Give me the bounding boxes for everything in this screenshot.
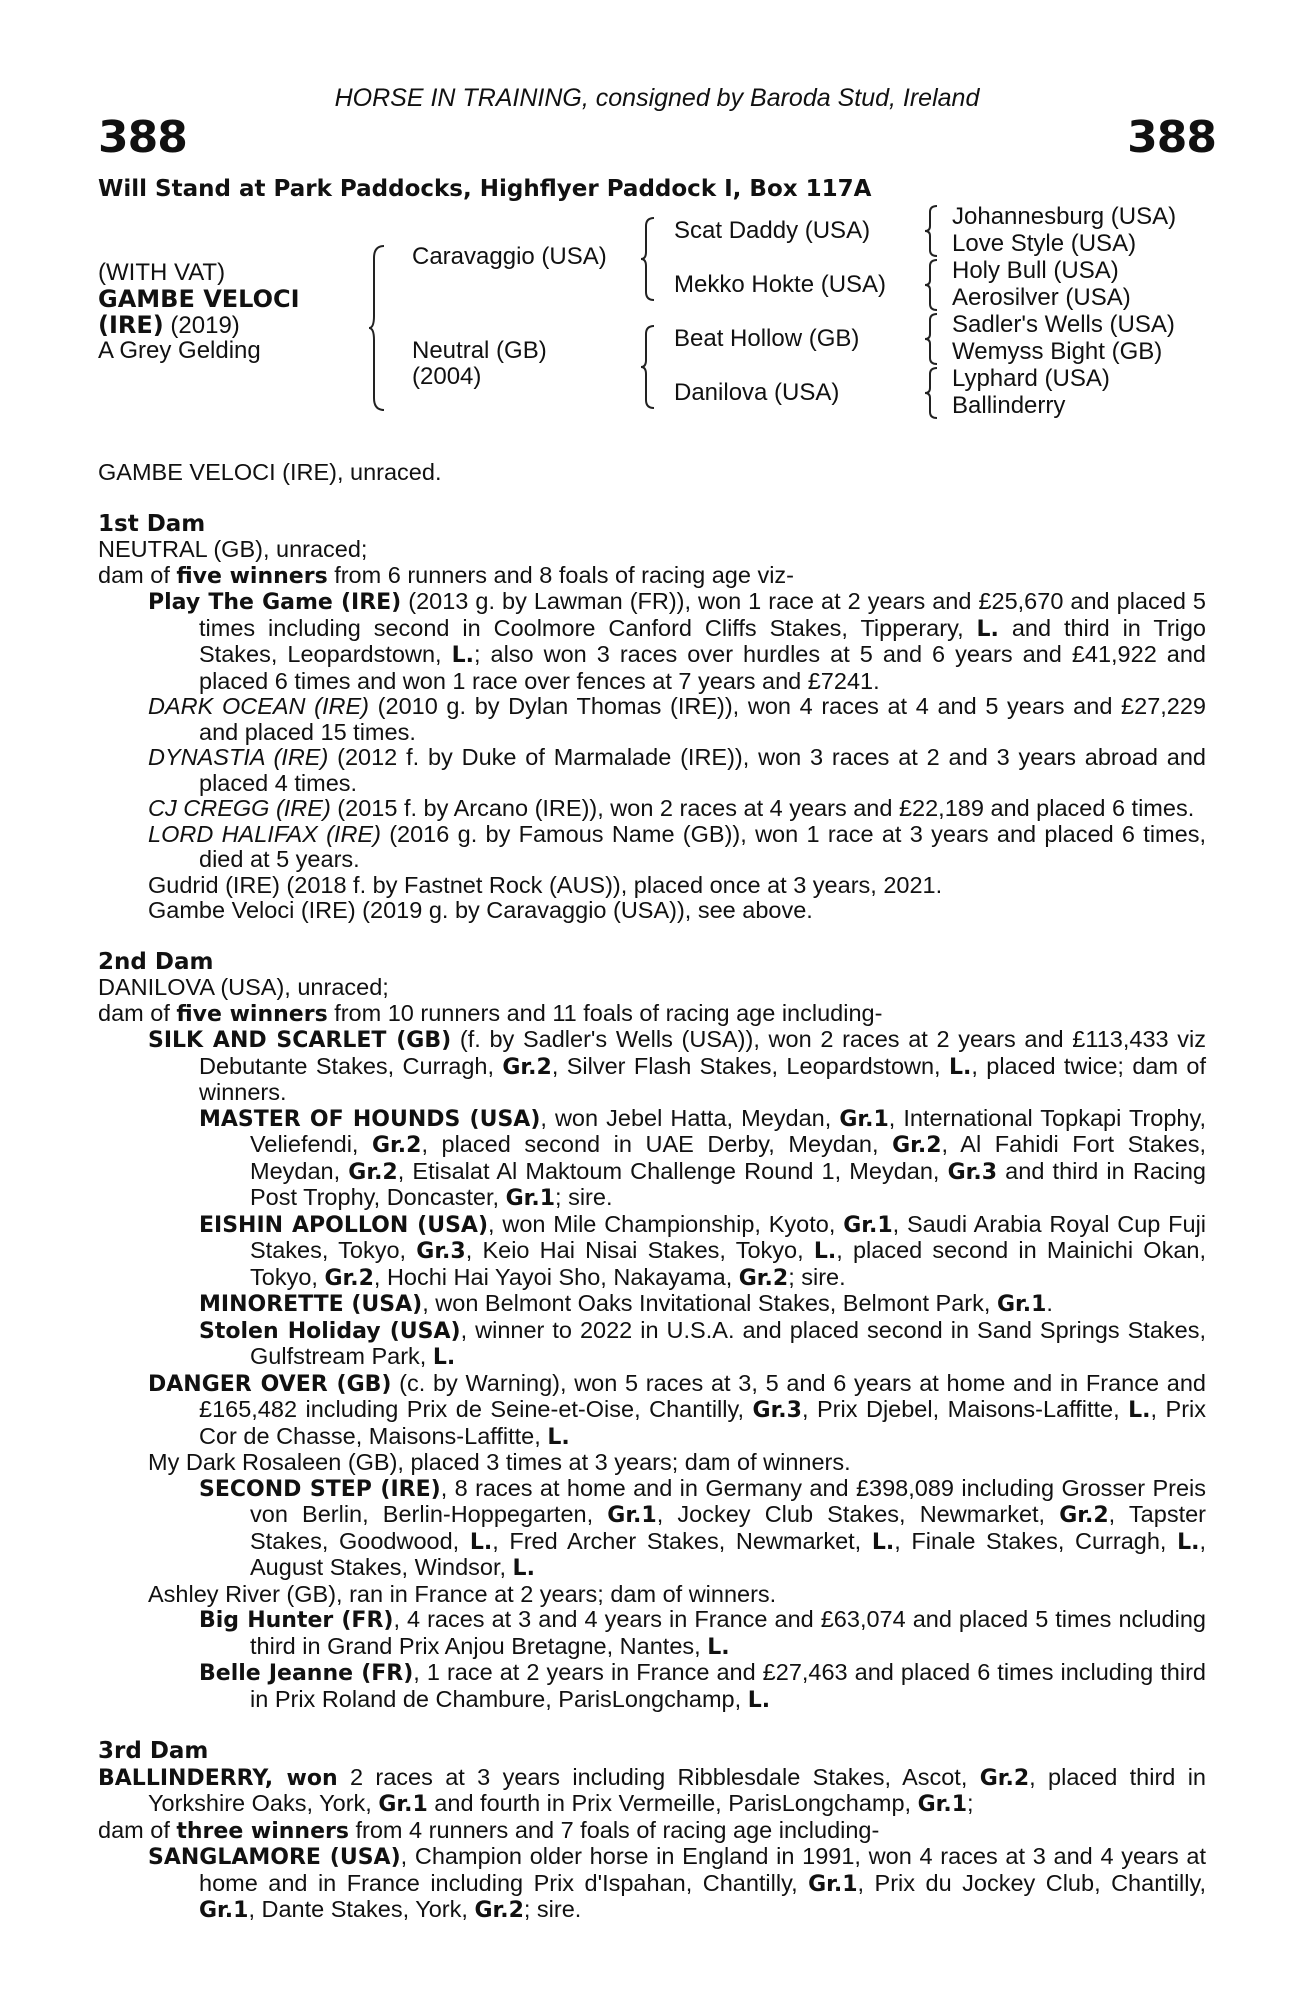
grand-produce-entry: Big Hunter (FR), 4 races at 3 and 4 years in France and £63,074 and placed 5 times ncluding third in Grand Prix Anjou Bretagne, Nantes, L. <box>199 1606 1206 1660</box>
ggp-1: Johannesburg (USA) <box>952 203 1177 230</box>
horse-description: A Grey Gelding <box>98 337 261 364</box>
produce-entry: DARK OCEAN (IRE) (2010 g. by Dylan Thomas (IRE)), won 4 races at 4 and 5 years and £27,229 and placed 15 times. <box>148 693 1206 745</box>
produce-entry: CJ CREGG (IRE) (2015 f. by Arcano (IRE)), won 2 races at 4 years and £22,189 and placed 6 times. <box>148 795 1195 821</box>
dam-dam: Danilova (USA) <box>674 379 840 406</box>
catalogue-header: HORSE IN TRAINING, consigned by Baroda Stud, Ireland <box>334 84 980 112</box>
produce-entry: SILK AND SCARLET (GB) (f. by Sadler's Wells (USA)), won 2 races at 2 years and £113,433 viz Debutante Stakes, Curragh, Gr.2, Silver Flash Stakes, Leopardstown, L., placed twice; dam of winners. <box>148 1026 1207 1105</box>
third-dam-summary: dam of three winners from 4 runners and 7 foals of racing age including- <box>98 1816 880 1844</box>
horse-name <box>98 286 300 313</box>
ggp-8: Ballinderry <box>952 392 1066 419</box>
produce-entry: Ashley River (GB), ran in France at 2 years; dam of winners. <box>148 1580 777 1607</box>
horse-country: (IRE) <box>98 311 164 339</box>
grand-produce-entry: EISHIN APOLLON (USA), won Mile Championship, Kyoto, Gr.1, Saudi Arabia Royal Cup Fuji Stakes, Tokyo, Gr.3, Keio Hai Nisai Stakes, Tokyo, L., placed second in Mainichi Okan, Tokyo, Gr.2, Hochi Hai Yayoi Sho, Nakayama, Gr.2; sire. <box>199 1210 1207 1291</box>
second-dam-heading: 2nd Dam <box>98 948 214 975</box>
sire-sire: Scat Daddy (USA) <box>674 217 871 244</box>
third-dam-heading: 3rd Dam <box>98 1738 209 1764</box>
produce-entry: DYNASTIA (IRE) (2012 f. by Duke of Marmalade (IRE)), won 3 races at 2 and 3 years abroad and placed 4 times. <box>148 744 1206 796</box>
ggp-7: Lyphard (USA) <box>952 365 1110 392</box>
horse-country-year <box>98 312 240 339</box>
first-dam-name: NEUTRAL (GB), unraced; <box>98 536 368 562</box>
ggp-3: Holy Bull (USA) <box>952 257 1119 284</box>
produce-entry: SANGLAMORE (USA), Champion older horse in England in 1991, won 4 races at 3 and 4 years at home and in France including Prix d'Ispahan, Chantilly, Gr.1, Prix du Jockey Club, Chantilly, Gr.1, Dante Stakes, York, Gr.2; sire. <box>148 1843 1207 1923</box>
produce-entry: Gudrid (IRE) (2018 f. by Fastnet Rock (AUS)), placed once at 3 years, 2021. <box>148 871 943 898</box>
ggp-4: Aerosilver (USA) <box>952 284 1131 311</box>
pedigree-brace-g3 <box>924 312 940 366</box>
produce-entry: My Dark Rosaleen (GB), placed 3 times at 3 years; dam of winners. <box>148 1449 851 1475</box>
dam: Neutral (GB) <box>412 337 547 364</box>
first-dam-heading: 1st Dam <box>98 510 206 537</box>
sire: Caravaggio (USA) <box>412 243 607 270</box>
pedigree-brace-g1 <box>924 204 940 258</box>
first-dam-summary: dam of five winners from 6 runners and 8 foals of racing age viz- <box>98 561 794 589</box>
produce-entry: Gambe Veloci (IRE) (2019 g. by Caravaggio (USA)), see above. <box>148 897 813 923</box>
third-dam-name: BALLINDERRY, won 2 races at 3 years including Ribblesdale Stakes, Ascot, Gr.2, placed third in Yorkshire Oaks, York, Gr.1 and fourth in Prix Vermeille, ParisLongchamp, Gr.1; <box>98 1763 1206 1817</box>
dam-sire: Beat Hollow (GB) <box>674 325 860 352</box>
pedigree-brace-sire <box>640 216 658 302</box>
grand-produce-entry: Stolen Holiday (USA), winner to 2022 in U.S.A. and placed second in Sand Springs Stakes, Gulfstream Park, L. <box>199 1316 1206 1370</box>
horse-name-text: GAMBE VELOCI <box>98 285 300 313</box>
ggp-2: Love Style (USA) <box>952 230 1137 257</box>
pedigree-brace-g4 <box>924 366 940 420</box>
intro-line: GAMBE VELOCI (IRE), unraced. <box>98 459 442 485</box>
pedigree-brace-dam <box>640 324 658 410</box>
lot-number-left: 388 <box>98 112 187 163</box>
grand-produce-entry: MINORETTE (USA), won Belmont Oaks Invitational Stakes, Belmont Park, Gr.1. <box>199 1290 1053 1317</box>
lot-number-right: 388 <box>1127 112 1216 163</box>
produce-entry: Play The Game (IRE) (2013 g. by Lawman (FR)), won 1 race at 2 years and £25,670 and placed 5 times including second in Coolmore Canford Cliffs Stakes, Tipperary, L. and third in Trigo Stakes, Leopardstown, L.; also won 3 races over hurdles at 5 and 6 years and £41,922 and placed 6 times and won 1 race over fences at 7 years and £7241. <box>148 588 1207 694</box>
ggp-6: Wemyss Bight (GB) <box>952 338 1163 365</box>
stabling-location: Will Stand at Park Paddocks, Highflyer Paddock I, Box 117A <box>98 176 872 202</box>
second-dam-name: DANILOVA (USA), unraced; <box>98 974 389 1000</box>
produce-entry: LORD HALIFAX (IRE) (2016 g. by Famous Name (GB)), won 1 race at 3 years and placed 6 times, died at 5 years. <box>148 820 1206 872</box>
second-dam-summary: dam of five winners from 10 runners and 11 foals of racing age including- <box>98 999 883 1027</box>
horse-year: (2019) <box>163 312 240 339</box>
ggp-5: Sadler's Wells (USA) <box>952 311 1175 338</box>
dam-year: (2004) <box>412 363 482 390</box>
vat-note: (WITH VAT) <box>98 259 226 286</box>
pedigree-brace-g2 <box>924 258 940 312</box>
catalogue-body <box>98 460 1206 1924</box>
sire-dam: Mekko Hokte (USA) <box>674 271 887 298</box>
grand-produce-entry: Belle Jeanne (FR), 1 race at 2 years in France and £27,463 and placed 6 times including third in Prix Roland de Chambure, ParisLongchamp, L. <box>199 1659 1206 1713</box>
grand-produce-entry: SECOND STEP (IRE), 8 races at home and in Germany and £398,089 including Grosser Preis von Berlin, Berlin-Hoppegarten, Gr.1, Jockey Club Stakes, Newmarket, Gr.2, Tapster Stakes, Goodwood, L., Fred Archer Stakes, Newmarket, L., Finale Stakes, Curragh, L., August Stakes, Windsor, L. <box>199 1474 1207 1581</box>
produce-entry: DANGER OVER (GB) (c. by Warning), won 5 races at 3, 5 and 6 years at home and in France and £165,482 including Prix de Seine-et-Oise, Chantilly, Gr.3, Prix Djebel, Maisons-Laffitte, L., Prix Cor de Chasse, Maisons-Laffitte, L. <box>148 1369 1207 1450</box>
pedigree-brace-main <box>368 244 388 412</box>
grand-produce-entry: MASTER OF HOUNDS (USA), won Jebel Hatta, Meydan, Gr.1, International Topkapi Trophy, Veliefendi, Gr.2, placed second in UAE Derby, Meydan, Gr.2, Al Fahidi Fort Stakes, Meydan, Gr.2, Etisalat Al Maktoum Challenge Round 1, Meydan, Gr.3 and third in Racing Post Trophy, Doncaster, Gr.1; sire. <box>199 1104 1207 1211</box>
